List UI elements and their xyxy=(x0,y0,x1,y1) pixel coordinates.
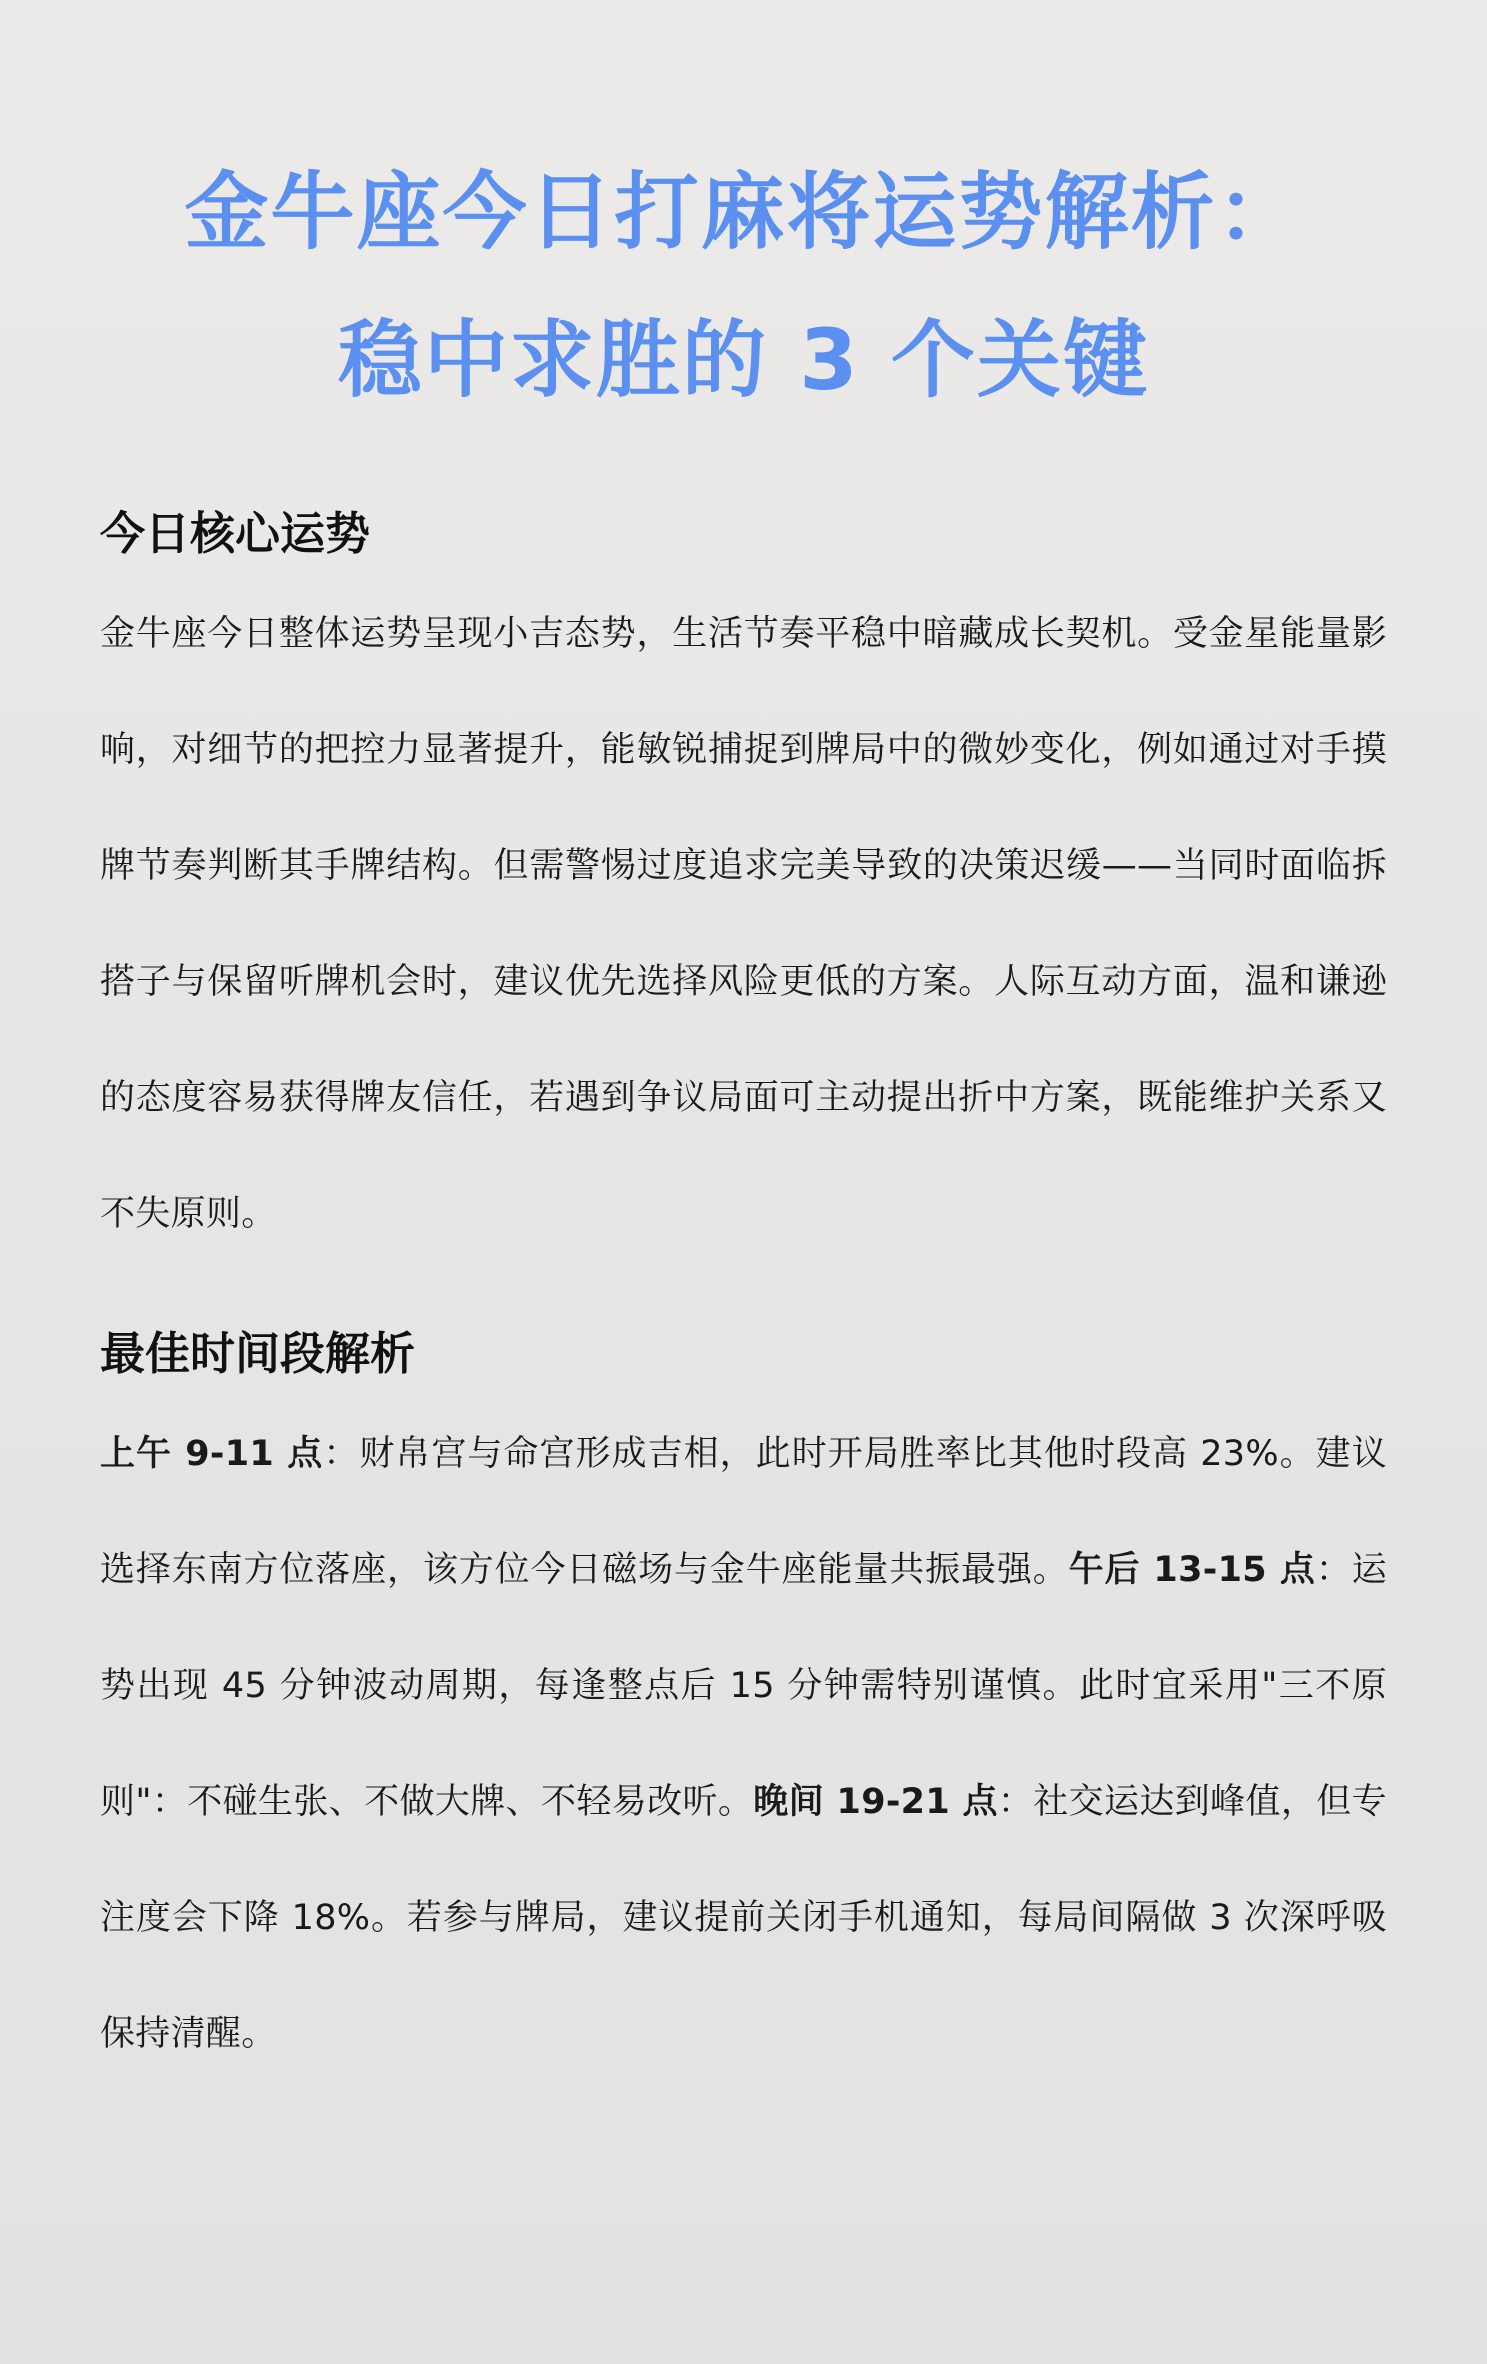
section-heading-core-fortune: 今日核心运势 xyxy=(100,507,371,560)
time-slot-evening-label: 晚间 19-21 点 xyxy=(753,1782,998,1822)
core-fortune-paragraph: 金牛座今日整体运势呈现小吉态势，生活节奏平稳中暗藏成长契机。受金星能量影响，对细节的把控力显著提升，能敏锐捕捉到牌局中的微妙变化，例如通过对手摸牌节奏判断其手牌结构。但需警惕过度追求完美导致的决策迟缓——当同时面临拆搭子与保留听牌机会时，建议优先选择风险更低的方案。人际互动方面，温和谦逊的态度容易获得牌友信任，若遇到争议局面可主动提出折中方案，既能维护关系又不失原则。 xyxy=(100,614,1387,1234)
title-line-1: 金牛座今日打麻将运势解析： xyxy=(184,163,1303,261)
time-slot-morning-text: ：财帛宫与命宫形成吉相，此时开局胜率比其他时段高 23%。建议选择东南方位落座，该方位今日磁场与金牛座能量共振最强。 xyxy=(100,1434,1387,1590)
section-heading-best-time: 最佳时间段解析 xyxy=(100,1327,416,1380)
time-slot-morning-label: 上午 9-11 点 xyxy=(100,1434,324,1474)
time-slot-afternoon-label: 午后 13-15 点 xyxy=(1068,1550,1316,1590)
article-title xyxy=(100,138,1387,434)
best-time-paragraph xyxy=(100,1396,1387,2092)
time-slot-afternoon-text: ：运势出现 45 分钟波动周期，每逢整点后 15 分钟需特别谨慎。此时宜采用"三不原则"：不碰生张、不做大牌、不轻易改听。 xyxy=(100,1550,1387,1822)
title-line-2: 稳中求胜的 3 个关键 xyxy=(338,311,1149,409)
time-slot-evening-text: ：社交运达到峰值，但专注度会下降 18%。若参与牌局，建议提前关闭手机通知，每局间隔做 3 次深呼吸保持清醒。 xyxy=(100,1782,1387,2054)
